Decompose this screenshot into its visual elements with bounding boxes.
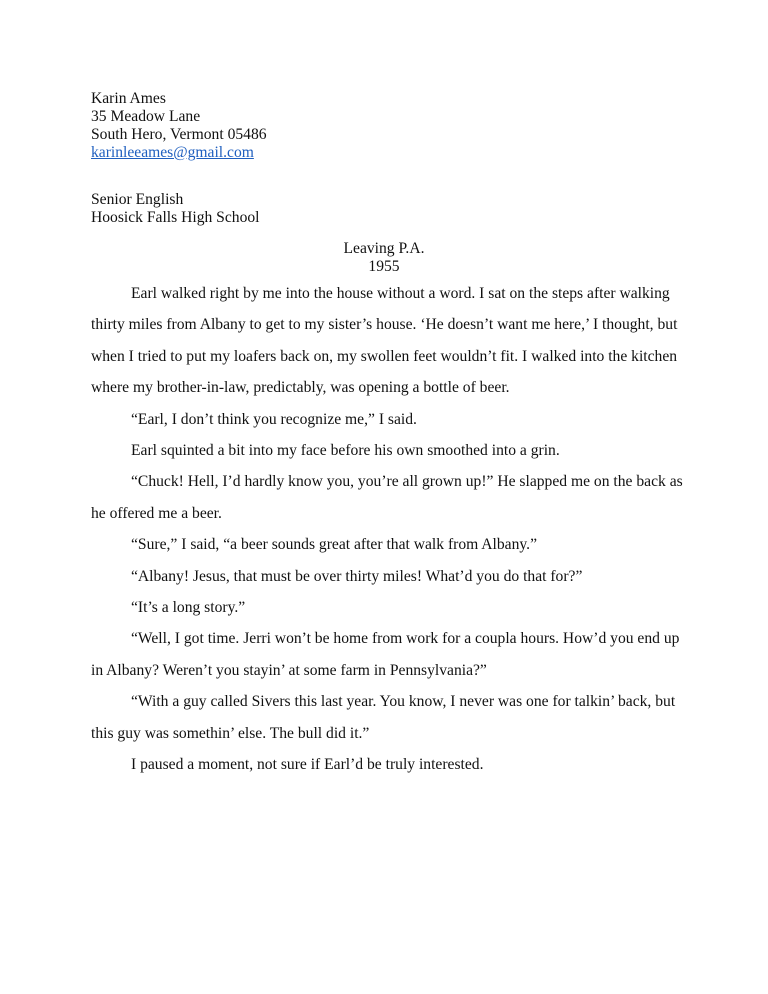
course-school: Hoosick Falls High School [91, 209, 260, 226]
body-line: “It’s a long story.” [131, 599, 246, 617]
body-line: I paused a moment, not sure if Earl’d be truly interested. [131, 756, 484, 774]
body-line: “Earl, I don’t think you recognize me,” I said. [131, 410, 417, 428]
course-class: Senior English [91, 191, 184, 208]
body-line: he offered me a beer. [91, 504, 222, 522]
story-year: 1955 [368, 258, 400, 275]
body-line: thirty miles from Albany to get to my sister’s house. ‘He doesn’t want me here,’ I thought, but [91, 316, 678, 334]
body-line: Earl squinted a bit into my face before his own smoothed into a grin. [131, 442, 560, 460]
story-title-block [0, 240, 768, 276]
body-line: “Chuck! Hell, I’d hardly know you, you’re all grown up!” He slapped me on the back as [131, 473, 683, 491]
author-email-link[interactable]: karinleeames@gmail.com [91, 144, 254, 161]
body-line: this guy was somethin’ else. The bull did it.” [91, 724, 370, 742]
author-name: Karin Ames [91, 90, 166, 107]
body-line: in Albany? Weren’t you stayin’ at some farm in Pennsylvania?” [91, 661, 487, 679]
story-body [91, 278, 681, 781]
body-line: “Albany! Jesus, that must be over thirty miles! What’d you do that for?” [131, 567, 583, 585]
body-line: “Sure,” I said, “a beer sounds great after that walk from Albany.” [131, 536, 538, 554]
author-block [91, 90, 267, 162]
body-line: when I tried to put my loafers back on, my swollen feet wouldn’t fit. I walked into the kitchen [91, 347, 678, 365]
body-line: where my brother-in-law, predictably, was opening a bottle of beer. [91, 379, 510, 397]
course-block [91, 191, 260, 227]
story-title: Leaving P.A. [343, 240, 425, 257]
body-line: “With a guy called Sivers this last year. You know, I never was one for talkin’ back, but [131, 693, 676, 711]
author-street: 35 Meadow Lane [91, 108, 201, 125]
author-city: South Hero, Vermont 05486 [91, 126, 267, 143]
body-line: “Well, I got time. Jerri won’t be home from work for a coupla hours. How’d you end up [131, 630, 680, 648]
body-line: Earl walked right by me into the house without a word. I sat on the steps after walking [131, 285, 670, 302]
